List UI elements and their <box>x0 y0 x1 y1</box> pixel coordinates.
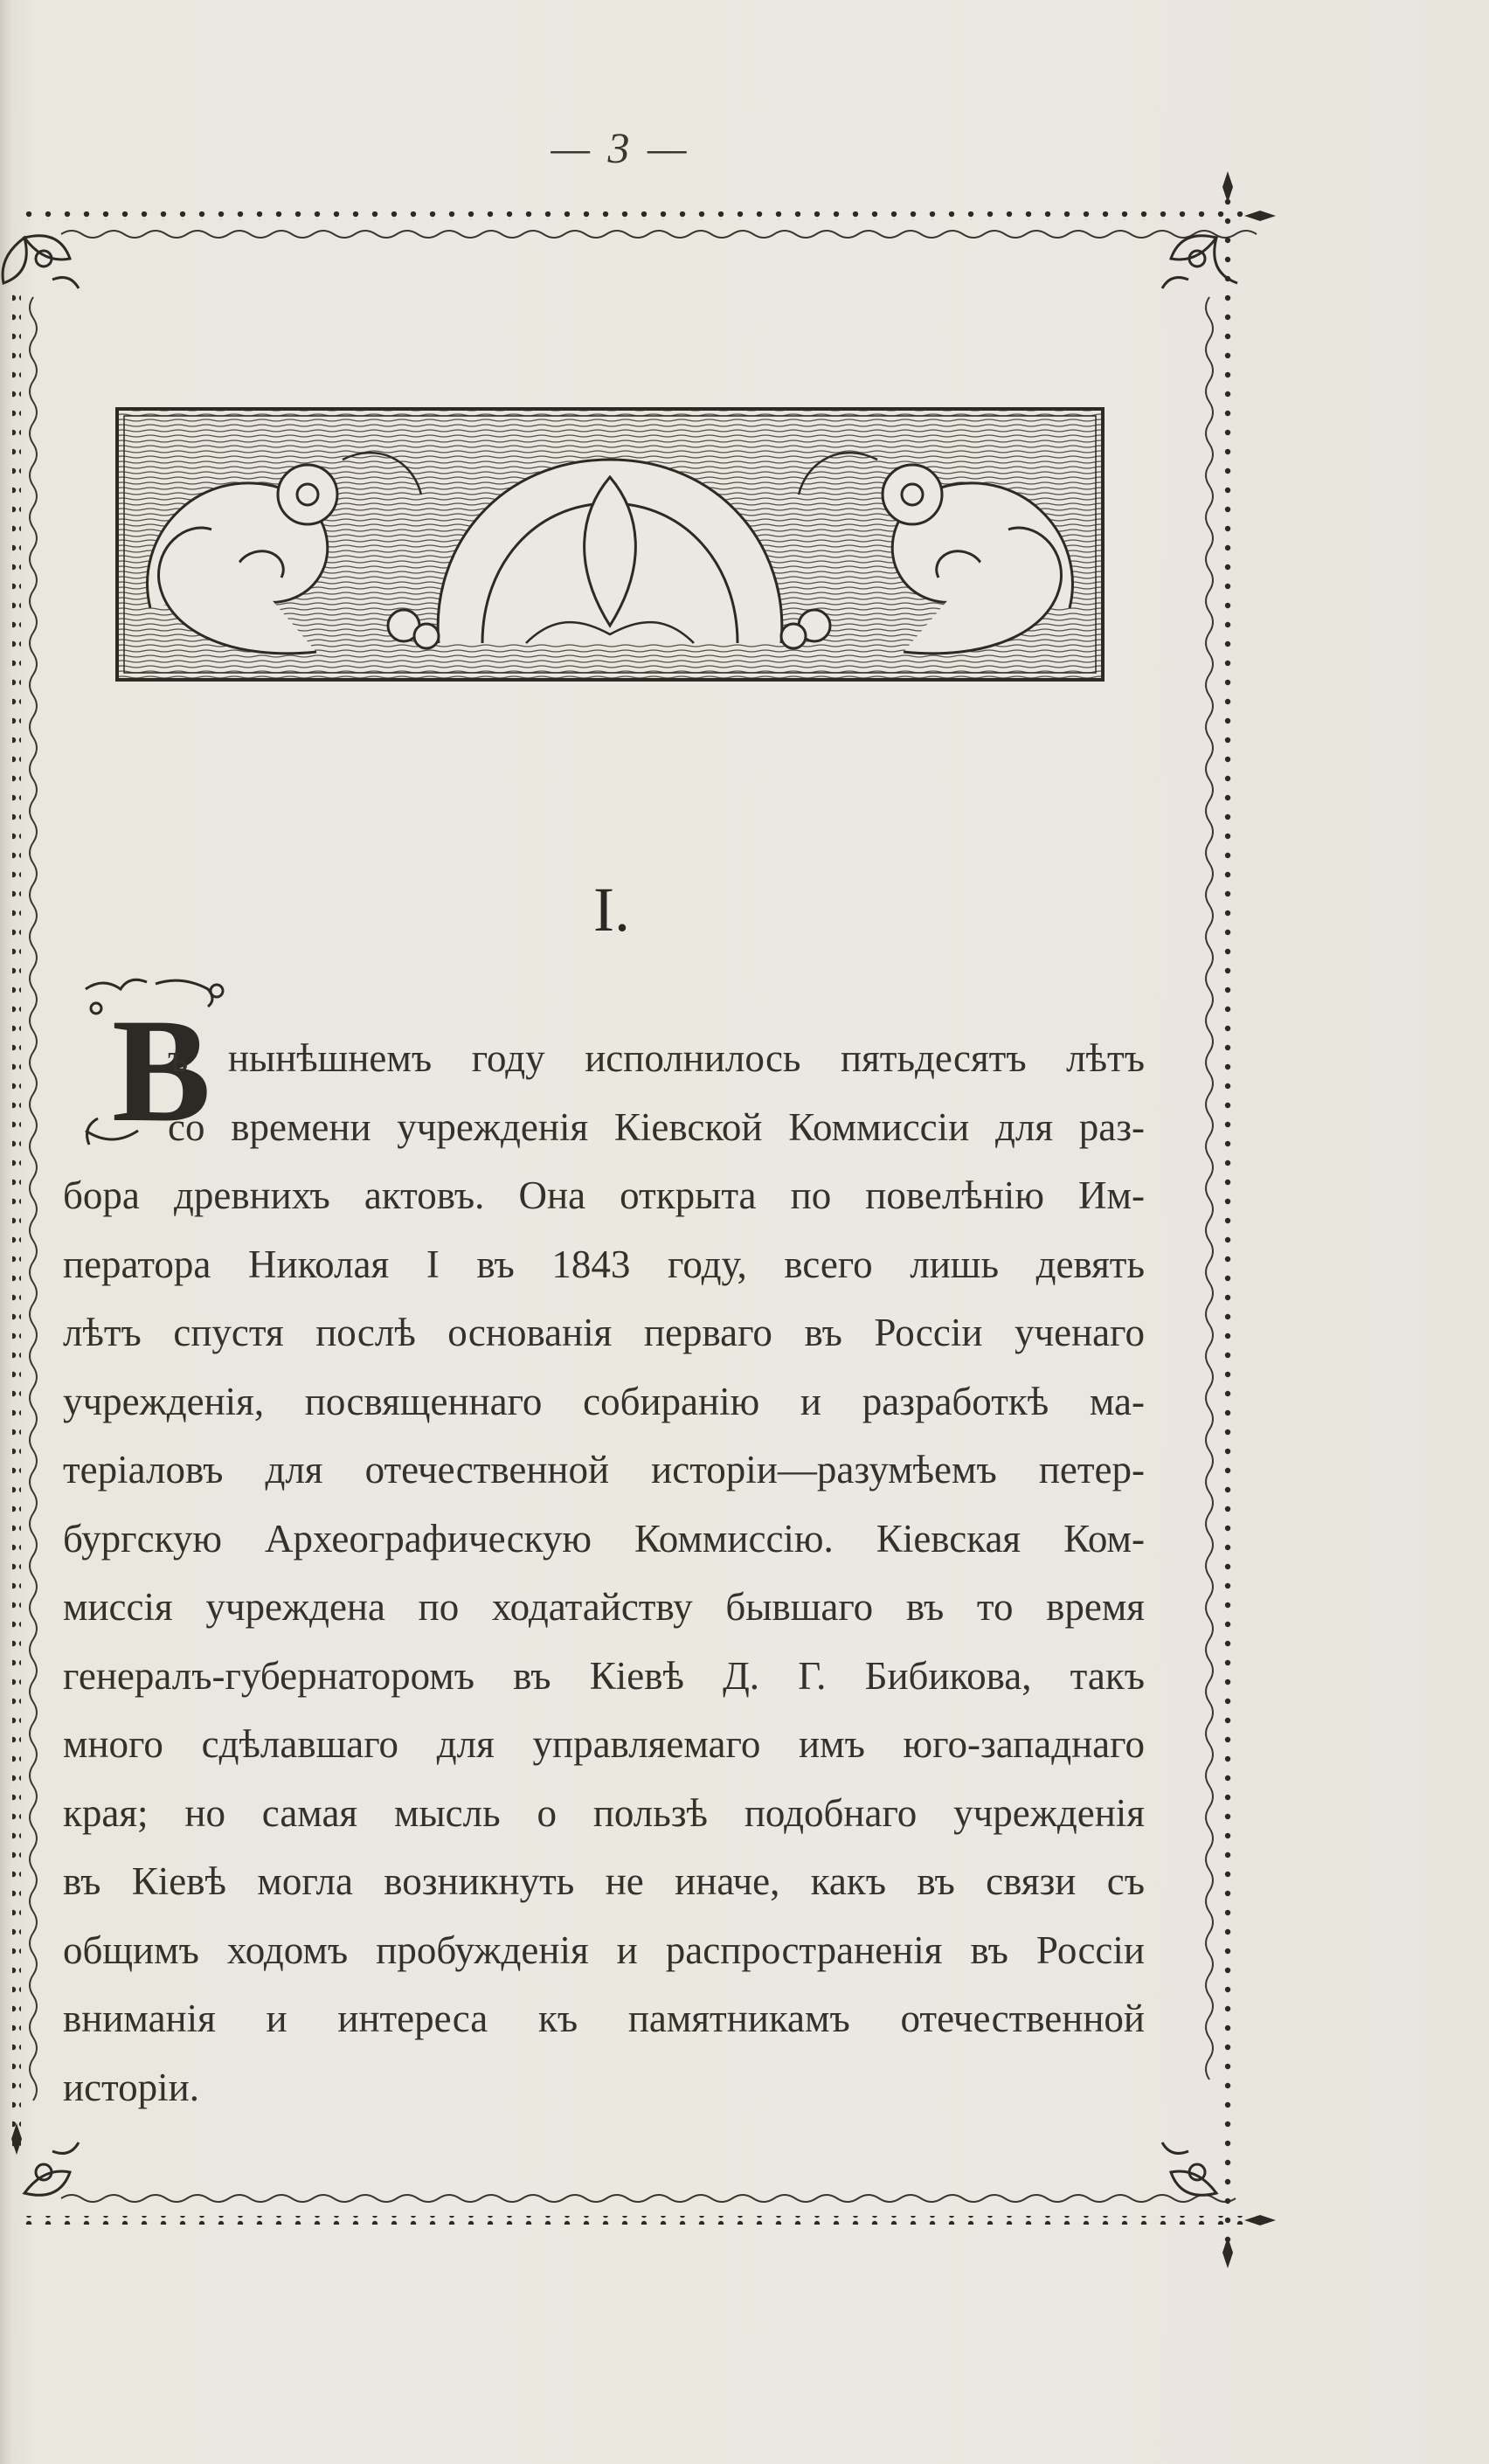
text-line: края; но самая мысль о пользѣ подобнаго учрежденія <box>63 1790 1145 1835</box>
body-text <box>63 1024 1145 2121</box>
headpiece-ornament-icon <box>115 407 1105 682</box>
text-line: много сдѣлавшаго для управляемаго имъ юго-западнаго <box>63 1722 1145 1766</box>
dropcap-letter: В <box>112 988 211 1148</box>
text-line: вниманія и интереса къ памятникамъ отечественной <box>63 1997 1145 2040</box>
text-line: теріаловъ для отечественной исторіи—разумѣемъ петер- <box>63 1448 1145 1492</box>
text-line: исторіи. <box>63 2065 199 2109</box>
text-line: въ Кіевѣ могла возникнуть не иначе, какъ въ связи съ <box>63 1859 1145 1903</box>
text-line: общимъ ходомъ пробужденія и распространенія въ Россіи <box>63 1928 1145 1972</box>
page-number: — 3 — <box>551 123 690 172</box>
text-line: лѣтъ спустя послѣ основанія перваго въ Россіи ученаго <box>63 1311 1145 1354</box>
text-line: бора древнихъ актовъ. Она открыта по повелѣнію Им- <box>63 1173 1145 1217</box>
text-line: бургскую Археографическую Коммиссію. Кіевская Ком- <box>63 1516 1145 1561</box>
text-line: учрежденія, посвященнаго собиранію и разработкѣ ма- <box>63 1379 1145 1423</box>
text-line: со времени учрежденія Кіевской Коммиссіи для раз- <box>168 1104 1145 1149</box>
text-line: ъ нынѣшнемъ году исполнилось пятьдесятъ лѣтъ <box>168 1036 1145 1080</box>
text-line: миссія учреждена по ходатайству бывшаго въ то время <box>63 1585 1145 1629</box>
chapter-number: I. <box>593 875 630 945</box>
text-line: ператора Николая I въ 1843 году, всего лишь девять <box>63 1242 1145 1286</box>
text-line: генералъ-губернаторомъ въ Кіевѣ Д. Г. Бибикова, такъ <box>63 1653 1145 1698</box>
